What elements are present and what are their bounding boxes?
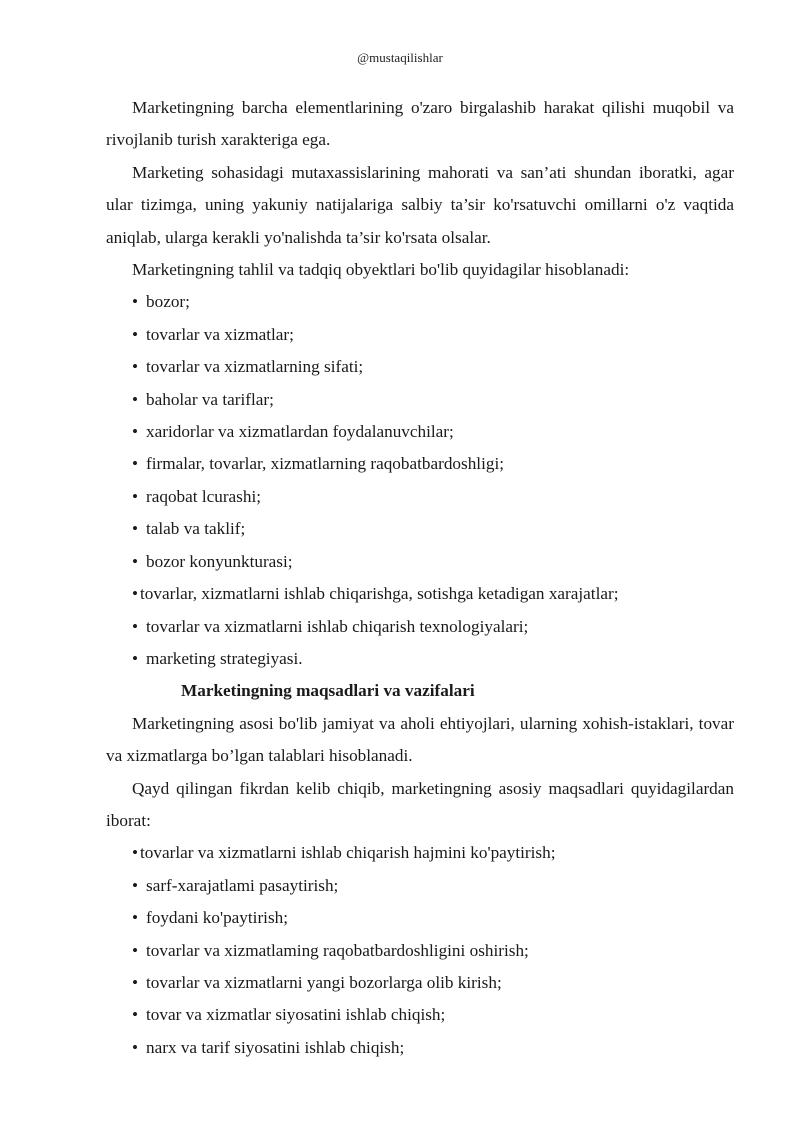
list-item-text: bozor;: [146, 292, 190, 312]
list-item-text: tovarlar va xizmatlarni yangi bozorlarga olib kirish;: [146, 972, 502, 992]
list-item: [106, 384, 734, 416]
list-item: [106, 286, 734, 318]
bullet-icon: •: [132, 940, 139, 960]
bullet-icon: •: [132, 972, 139, 992]
document-body: [106, 92, 734, 1064]
list-item: [106, 935, 734, 967]
paragraph-objects-intro: Marketingning tahlil va tadqiq obyektlari bo'lib quyidagilar hisoblanadi:: [132, 260, 630, 280]
list-item: [106, 837, 734, 869]
list-item-text: sarf-xarajatlami pasaytirish;: [146, 875, 339, 895]
objects-bullet-list: [106, 286, 734, 675]
list-item: [106, 902, 734, 934]
list-item-text: narx va tarif siyosatini ishlab chiqish;: [146, 1037, 405, 1057]
bullet-icon: •: [132, 551, 139, 571]
bullet-icon: •: [132, 875, 139, 895]
list-item: [106, 481, 734, 513]
list-item-text: marketing strategiyasi.: [146, 648, 303, 668]
list-item: [106, 351, 734, 383]
list-item: [106, 643, 734, 675]
list-item: [106, 999, 734, 1031]
bullet-icon: •: [132, 1037, 139, 1057]
list-item-text: tovarlar va xizmatlarni ishlab chiqarish texnologiyalari;: [146, 616, 529, 636]
list-item-text: tovarlar va xizmatlarni ishlab chiqarish hajmini ko'paytirish;: [140, 843, 556, 863]
list-item-text: tovarlar va xizmatlarning sifati;: [146, 357, 364, 377]
list-item: [106, 1032, 734, 1064]
page-header: @mustaqilishlar: [357, 50, 443, 65]
bullet-icon: •: [132, 357, 139, 377]
list-item-text: raqobat lcurashi;: [146, 486, 262, 506]
list-item: [106, 513, 734, 545]
bullet-icon: •: [132, 422, 139, 442]
paragraph-goals-intro: Qayd qilingan fikrdan kelib chiqib, marketingning asosiy maqsadlari quyidagilardan iborat:: [106, 778, 734, 830]
list-item-text: xaridorlar va xizmatlardan foydalanuvchilar;: [146, 422, 454, 442]
list-item: [106, 546, 734, 578]
bullet-icon: •: [132, 648, 139, 668]
bullet-icon: •: [132, 519, 139, 539]
bullet-icon: •: [132, 908, 139, 928]
bullet-icon: •: [132, 1005, 139, 1025]
bullet-icon: •: [132, 486, 139, 506]
bullet-icon: •: [132, 324, 139, 344]
bullet-icon: •: [132, 843, 139, 863]
bullet-icon: •: [132, 389, 139, 409]
list-item-text: baholar va tariflar;: [146, 389, 274, 409]
paragraph-specialists: Marketing sohasidagi mutaxassislarining mahorati va san’ati shundan iboratki, agar ular tizimga, uning yakuniy natijalariga salbiy ta’sir ko'rsatuvchi omillarni o'z vaqtida aniqlab, ularga kerakli yo'nalishda ta’sir ko'rsata olsalar.: [106, 162, 734, 247]
paragraph-elements: Marketingning barcha elementlarining o'zaro birgalashib harakat qilishi muqobil va rivojlanib turish xarakteriga ega.: [106, 98, 734, 150]
list-item-text: tovarlar, xizmatlarni ishlab chiqarishga, sotishga ketadigan xarajatlar;: [140, 584, 619, 604]
bullet-icon: •: [132, 292, 139, 312]
list-item-text: tovarlar va xizmatlaming raqobatbardoshligini oshirish;: [146, 940, 529, 960]
bullet-icon: •: [132, 454, 139, 474]
list-item: [106, 870, 734, 902]
goals-bullet-list: [106, 837, 734, 1064]
list-item-text: bozor konyunkturasi;: [146, 551, 293, 571]
paragraph-marketing-basis: Marketingning asosi bo'lib jamiyat va aholi ehtiyojlari, ularning xohish-istaklari, tovar va xizmatlarga bo’lgan talablari hisoblanadi.: [106, 713, 734, 766]
list-item-text: firmalar, tovarlar, xizmatlarning raqobatbardoshligi;: [146, 454, 504, 474]
list-item: [106, 448, 734, 480]
list-item: [106, 611, 734, 643]
list-item-text: tovar va xizmatlar siyosatini ishlab chiqish;: [146, 1005, 446, 1025]
list-item: [106, 578, 734, 610]
bullet-icon: •: [132, 584, 139, 604]
section-heading: Marketingning maqsadlari va vazifalari: [181, 681, 475, 701]
list-item-text: talab va taklif;: [146, 519, 246, 539]
list-item: [106, 967, 734, 999]
list-item-text: tovarlar va xizmatlar;: [146, 324, 294, 344]
list-item: [106, 416, 734, 448]
bullet-icon: •: [132, 616, 139, 636]
list-item-text: foydani ko'paytirish;: [146, 908, 289, 928]
list-item: [106, 319, 734, 351]
